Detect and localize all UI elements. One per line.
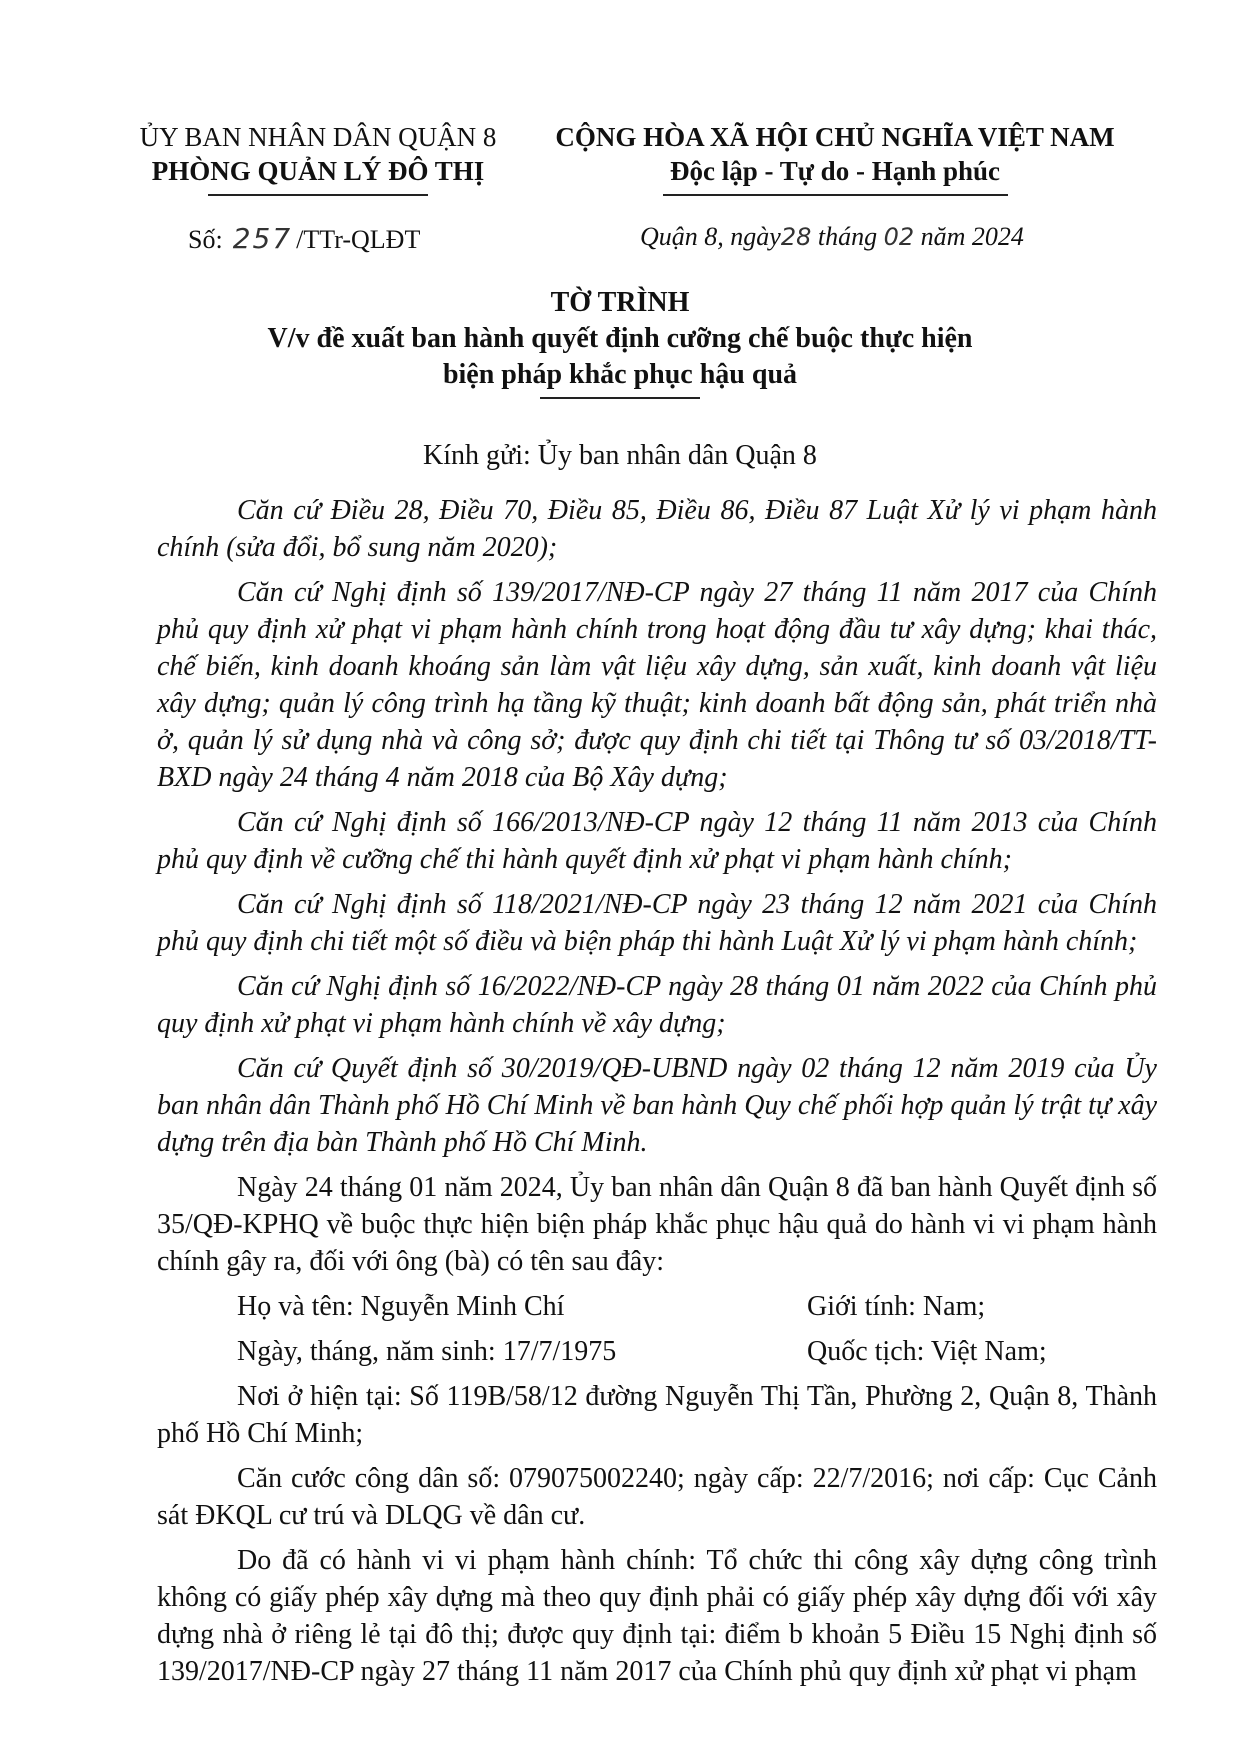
title-line-2: V/v đề xuất ban hành quyết định cưỡng chế buộc thực hiện [267, 323, 973, 354]
date-year: năm 2024 [920, 222, 1024, 251]
doc-number-handwritten: 257 [232, 222, 293, 255]
document-number [188, 222, 420, 255]
intro-paragraph: Ngày 24 tháng 01 năm 2024, Ủy ban nhân dân Quận 8 đã ban hành Quyết định số 35/QĐ-KPHQ về buộc thực hiện biện pháp khắc phục hậu quả do hành vi vi phạm hành chính gây ra, đối với ông (bà) có tên sau đây: [157, 1172, 1157, 1277]
agency-underline [208, 194, 428, 196]
national-header [530, 120, 1140, 196]
legal-basis: Căn cứ Nghị định số 166/2013/NĐ-CP ngày 12 tháng 11 năm 2013 của Chính phủ quy định về cưỡng chế thi hành quyết định xử phạt vi phạm hành chính; [157, 807, 1157, 875]
person-row-1 [157, 1288, 1157, 1325]
title-line-1: TỜ TRÌNH [550, 287, 690, 318]
violation-paragraph: Do đã có hành vi vi phạm hành chính: Tổ chức thi công xây dựng công trình không có giấy phép xây dựng mà theo quy định phải có giấy phép xây dựng đối với xây dựng nhà ở riêng lẻ tại đô thị; được quy định tại: điểm b khoản 5 Điều 15 Nghị định số 139/2017/NĐ-CP ngày 27 tháng 11 năm 2017 của Chính phủ quy định xử phạt vi phạm [157, 1545, 1157, 1687]
person-row-2 [157, 1333, 1157, 1370]
legal-basis: Căn cứ Điều 28, Điều 70, Điều 85, Điều 86, Điều 87 Luật Xử lý vi phạm hành chính (sửa đổi, bổ sung năm 2020); [157, 495, 1157, 563]
motto-underline [663, 194, 1008, 196]
agency-header [118, 120, 518, 196]
doc-number-suffix: /TTr-QLĐT [296, 225, 421, 254]
legal-basis: Căn cứ Nghị định số 16/2022/NĐ-CP ngày 28 tháng 01 năm 2022 của Chính phủ quy định xử phạt vi phạm hành chính về xây dựng; [157, 971, 1157, 1039]
date-place: Quận 8, ngày [640, 222, 781, 251]
document-date [640, 222, 1024, 252]
document-title [0, 285, 1240, 399]
date-month: 02 [883, 223, 915, 251]
title-underline [540, 397, 700, 399]
date-day: 28 [780, 223, 812, 251]
legal-basis: Căn cứ Nghị định số 118/2021/NĐ-CP ngày 23 tháng 12 năm 2021 của Chính phủ quy định chi tiết một số điều và biện pháp thi hành Luật Xử lý vi phạm hành chính; [157, 889, 1157, 957]
person-nationality: Quốc tịch: Việt Nam; [807, 1336, 1047, 1367]
recipient: Kính gửi: Ủy ban nhân dân Quận 8 [423, 440, 817, 471]
person-name: Họ và tên: Nguyễn Minh Chí [237, 1291, 565, 1322]
agency-line-1: ỦY BAN NHÂN DÂN QUẬN 8 [139, 122, 497, 152]
title-line-3: biện pháp khắc phục hậu quả [442, 359, 798, 390]
doc-number-prefix: Số: [188, 225, 223, 254]
person-dob: Ngày, tháng, năm sinh: 17/7/1975 [237, 1336, 617, 1367]
document-body [157, 492, 1157, 1698]
country-name: CỘNG HÒA XÃ HỘI CHỦ NGHĨA VIỆT NAM [555, 122, 1115, 152]
national-motto: Độc lập - Tự do - Hạnh phúc [669, 156, 1001, 186]
legal-basis: Căn cứ Nghị định số 139/2017/NĐ-CP ngày 27 tháng 11 năm 2017 của Chính phủ quy định xử phạt vi phạm hành chính trong hoạt động đầu tư xây dựng; khai thác, chế biến, kinh doanh khoáng sản làm vật liệu xây dựng, sản xuất, kinh doanh vật liệu xây dựng; quản lý công trình hạ tầng kỹ thuật; kinh doanh bất động sản, phát triển nhà ở, quản lý sử dụng nhà và công sở; được quy định chi tiết tại Thông tư số 03/2018/TT-BXD ngày 24 tháng 4 năm 2018 của Bộ Xây dựng; [157, 577, 1157, 793]
person-id-card: Căn cước công dân số: 079075002240; ngày cấp: 22/7/2016; nơi cấp: Cục Cảnh sát ĐKQL cư trú và DLQG về dân cư. [157, 1463, 1157, 1531]
date-month-label: tháng [817, 222, 878, 251]
person-address: Nơi ở hiện tại: Số 119B/58/12 đường Nguyễn Thị Tần, Phường 2, Quận 8, Thành phố Hồ Chí Minh; [157, 1381, 1157, 1449]
person-gender: Giới tính: Nam; [807, 1291, 986, 1322]
agency-line-2: PHÒNG QUẢN LÝ ĐÔ THỊ [151, 156, 485, 186]
legal-basis: Căn cứ Quyết định số 30/2019/QĐ-UBND ngày 02 tháng 12 năm 2019 của Ủy ban nhân dân Thành phố Hồ Chí Minh về ban hành Quy chế phối hợp quản lý trật tự xây dựng trên địa bàn Thành phố Hồ Chí Minh. [157, 1053, 1158, 1158]
